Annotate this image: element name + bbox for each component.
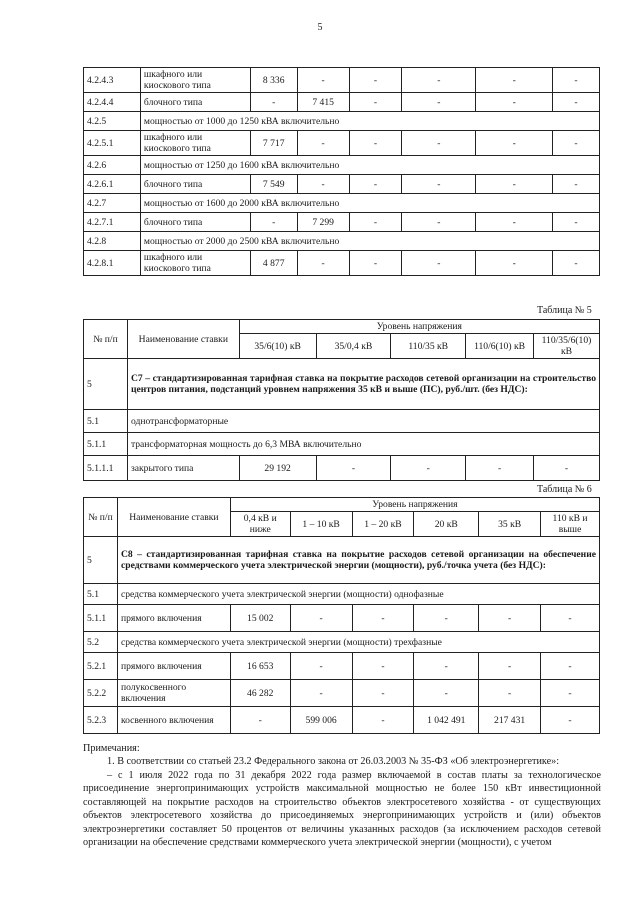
row-num: 5.1.1 — [84, 433, 128, 456]
cell-value: 1 042 491 — [414, 707, 479, 734]
row-name: косвенного включения — [117, 707, 230, 734]
cell-value: - — [533, 456, 599, 481]
header-name: Наименование ставки — [127, 320, 239, 359]
cell-value: - — [402, 93, 476, 112]
cell-value: - — [553, 68, 600, 93]
cell-value: - — [479, 680, 541, 707]
row-num: 5.1.1.1 — [84, 456, 128, 481]
notes-paragraph: 1. В соответствии со статьей 23.2 Федерального закона от 26.03.2003 № 35-ФЗ «Об электроэнергетике»: — [107, 756, 560, 768]
cell-value: - — [352, 605, 414, 632]
cell-value: - — [414, 653, 479, 680]
cell-value: - — [541, 605, 600, 632]
cell-value: - — [541, 680, 600, 707]
row-span-text: однотрансформаторные — [127, 410, 599, 433]
row-num: 4.2.5.1 — [84, 131, 141, 156]
cell-value: - — [476, 68, 553, 93]
cell-value: - — [479, 605, 541, 632]
cell-value: - — [290, 605, 352, 632]
header-level: 0,4 кВ и ниже — [230, 512, 290, 537]
tariff-table-continuation — [83, 67, 600, 276]
cell-value: 599 006 — [290, 707, 352, 734]
row-num: 4.2.6.1 — [84, 175, 141, 194]
row-num: 5.2.1 — [84, 653, 118, 680]
table-body — [84, 68, 600, 276]
row-name: шкафного или киоскового типа — [140, 68, 250, 93]
row-span-text: средства коммерческого учета электрической энергии (мощности) однофазные — [117, 584, 599, 605]
row-span-text: трансформаторная мощность до 6,3 МВА включительно — [127, 433, 599, 456]
cell-value: 46 282 — [230, 680, 290, 707]
header-name: Наименование ставки — [117, 498, 230, 537]
cell-value: - — [466, 456, 534, 481]
cell-value: - — [297, 175, 349, 194]
table-row — [84, 680, 600, 707]
table-caption: Таблица № 6 — [537, 484, 592, 495]
page-number: 5 — [317, 22, 323, 33]
cell-value: 8 336 — [250, 68, 297, 93]
row-name: блочного типа — [140, 213, 250, 232]
cell-value: - — [349, 251, 402, 276]
row-num: 4.2.7 — [84, 194, 141, 213]
table-row — [84, 112, 600, 131]
cell-value: 7 415 — [297, 93, 349, 112]
cell-value: - — [402, 251, 476, 276]
table-row — [84, 93, 600, 112]
row-name: прямого включения — [117, 653, 230, 680]
cell-value: - — [414, 605, 479, 632]
cell-value: - — [476, 213, 553, 232]
cell-value: - — [297, 251, 349, 276]
row-num: 4.2.5 — [84, 112, 141, 131]
row-num: 5.1.1 — [84, 605, 118, 632]
row-num: 5.2 — [84, 632, 118, 653]
cell-value: - — [541, 707, 600, 734]
cell-value: - — [316, 456, 391, 481]
row-num: 4.2.4.3 — [84, 68, 141, 93]
row-num: 5.1 — [84, 584, 118, 605]
row-num: 5.1 — [84, 410, 128, 433]
row-name: полукосвенного включения — [117, 680, 230, 707]
cell-value: - — [349, 175, 402, 194]
cell-value: - — [553, 251, 600, 276]
row-span-text: мощностью от 2000 до 2500 кВА включительно — [140, 232, 599, 251]
cell-value: - — [391, 456, 466, 481]
table-row — [84, 213, 600, 232]
row-num: 4.2.6 — [84, 156, 141, 175]
header-level: 110 кВ и выше — [541, 512, 600, 537]
cell-value: - — [352, 707, 414, 734]
table-row — [84, 68, 600, 93]
notes-heading: Примечания: — [83, 743, 140, 754]
cell-value: 7 549 — [250, 175, 297, 194]
cell-value: - — [250, 213, 297, 232]
row-span-text: мощностью от 1000 до 1250 кВА включительно — [140, 112, 599, 131]
table-row — [84, 175, 600, 194]
cell-value: - — [553, 175, 600, 194]
table-row — [84, 605, 600, 632]
section-num: 5 — [84, 537, 118, 584]
header-num: № п/п — [84, 498, 118, 537]
table-row — [84, 131, 600, 156]
table-row — [84, 232, 600, 251]
cell-value: - — [349, 213, 402, 232]
row-num: 4.2.8.1 — [84, 251, 141, 276]
header-level: 1 – 10 кВ — [290, 512, 352, 537]
cell-value: 217 431 — [479, 707, 541, 734]
row-num: 5.2.3 — [84, 707, 118, 734]
row-num: 4.2.7.1 — [84, 213, 141, 232]
row-num: 5.2.2 — [84, 680, 118, 707]
header-level: 110/35 кВ — [391, 334, 466, 359]
cell-value: - — [476, 251, 553, 276]
tariff-table-c8 — [83, 497, 600, 734]
cell-value: - — [553, 93, 600, 112]
section-title: С8 – стандартизированная тарифная ставка на покрытие расходов сетевой организации на обеспечение средствами коммерческого учета электрической энергии (мощности), руб./точка учета (без НДС): — [117, 537, 599, 584]
cell-value: - — [297, 131, 349, 156]
cell-value: - — [230, 707, 290, 734]
cell-value: 7 299 — [297, 213, 349, 232]
table-row — [84, 653, 600, 680]
row-name: прямого включения — [117, 605, 230, 632]
row-name: блочного типа — [140, 175, 250, 194]
row-span-text: мощностью от 1250 до 1600 кВА включительно — [140, 156, 599, 175]
cell-value: 4 877 — [250, 251, 297, 276]
table-row — [84, 251, 600, 276]
cell-value: - — [402, 131, 476, 156]
header-voltage-level: Уровень напряжения — [230, 498, 599, 512]
cell-value: 15 002 — [230, 605, 290, 632]
cell-value: - — [541, 653, 600, 680]
row-name: шкафного или киоскового типа — [140, 251, 250, 276]
cell-value: - — [479, 653, 541, 680]
cell-value: - — [349, 131, 402, 156]
row-span-text: мощностью от 1600 до 2000 кВА включительно — [140, 194, 599, 213]
header-level: 35 кВ — [479, 512, 541, 537]
cell-value: - — [553, 131, 600, 156]
cell-value: - — [402, 213, 476, 232]
table-row — [84, 632, 600, 653]
cell-value: - — [352, 653, 414, 680]
notes-paragraph: – с 1 июля 2022 года по 31 декабря 2022 года размер включаемой в состав платы за технологическое присоединение энергопринимающих устройств максимальной мощностью не более 150 кВт инвестиционной составляющей на покрытие расходов на строительство объектов электросетевого хозяйства - от существующих объектов электросетевого хозяйства до присоединяемых энергопринимающих устройств и (или) объектов электроэнергетики составляет 50 процентов от величины указанных расходов (за исключением расходов сетевой организации на обеспечение средствами коммерческого учета электрической энергии (мощности), с учетом — [83, 769, 601, 849]
row-span-text: средства коммерческого учета электрической энергии (мощности) трехфазные — [117, 632, 599, 653]
cell-value: - — [402, 68, 476, 93]
table-row — [84, 194, 600, 213]
table-row — [84, 584, 600, 605]
header-level: 20 кВ — [414, 512, 479, 537]
header-num: № п/п — [84, 320, 128, 359]
row-name: закрытого типа — [127, 456, 239, 481]
cell-value: 16 653 — [230, 653, 290, 680]
tariff-table-c7 — [83, 319, 600, 481]
cell-value: - — [553, 213, 600, 232]
row-num: 4.2.4.4 — [84, 93, 141, 112]
cell-value: 7 717 — [250, 131, 297, 156]
cell-value: - — [476, 131, 553, 156]
cell-value: - — [414, 680, 479, 707]
notes — [83, 742, 601, 850]
cell-value: - — [402, 175, 476, 194]
cell-value: - — [250, 93, 297, 112]
table-caption: Таблица № 5 — [537, 305, 592, 316]
cell-value: - — [349, 93, 402, 112]
cell-value: - — [290, 653, 352, 680]
header-level: 110/35/6(10) кВ — [533, 334, 599, 359]
row-name: блочного типа — [140, 93, 250, 112]
row-name: шкафного или киоскового типа — [140, 131, 250, 156]
cell-value: - — [352, 680, 414, 707]
header-voltage-level: Уровень напряжения — [239, 320, 599, 334]
cell-value: - — [476, 93, 553, 112]
cell-value: - — [297, 68, 349, 93]
section-title: С7 – стандартизированная тарифная ставка на покрытие расходов сетевой организации на строительство центров питания, подстанций уровнем напряжения 35 кВ и выше (ПС), руб./шт. (без НДС): — [127, 359, 599, 410]
section-num: 5 — [84, 359, 128, 410]
table-row — [84, 707, 600, 734]
table-row — [84, 156, 600, 175]
row-num: 4.2.8 — [84, 232, 141, 251]
cell-value: 29 192 — [239, 456, 316, 481]
header-level: 35/0,4 кВ — [316, 334, 391, 359]
cell-value: - — [476, 175, 553, 194]
header-level: 35/6(10) кВ — [239, 334, 316, 359]
cell-value: - — [349, 68, 402, 93]
cell-value: - — [290, 680, 352, 707]
header-level: 110/6(10) кВ — [466, 334, 534, 359]
header-level: 1 – 20 кВ — [352, 512, 414, 537]
